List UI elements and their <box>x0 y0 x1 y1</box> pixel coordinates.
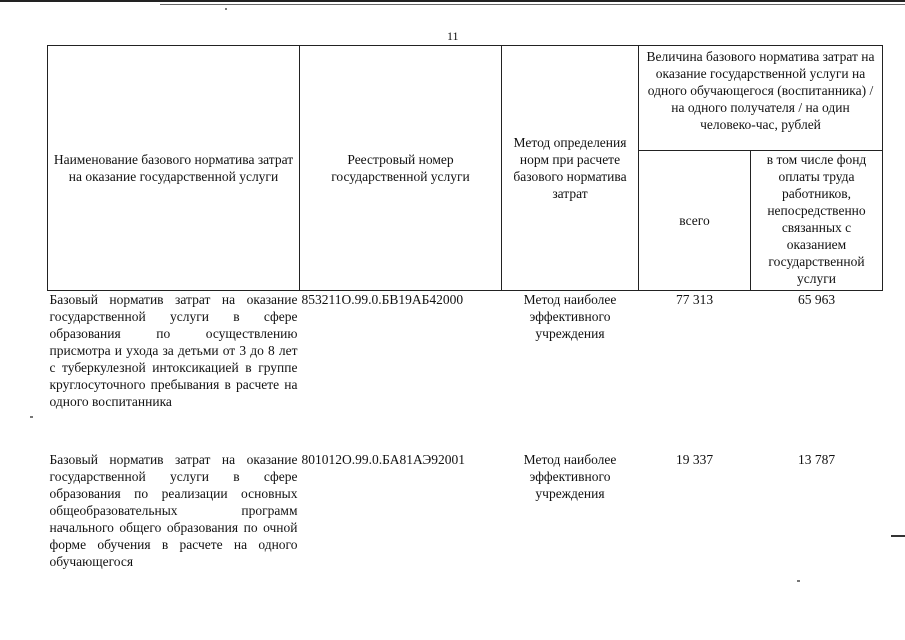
header-method: Метод определения норм при расчете базового норматива затрат <box>502 46 639 291</box>
scan-speck <box>797 580 800 582</box>
table-row <box>48 451 883 570</box>
row-method: Метод наиболее эффективного учреждения <box>523 452 617 501</box>
row-total: 19 337 <box>675 452 714 467</box>
table-row <box>48 291 883 452</box>
header-norm-value-group: Величина базового норматива затрат на оказание государственной услуги на одного обучающегося (воспитанника) / на одного получателя / на один человеко-час, рублей <box>639 46 883 151</box>
header-total: всего <box>639 151 751 291</box>
scan-speck <box>30 416 33 418</box>
scan-speck <box>225 8 227 10</box>
row-registry-number: 801012О.99.0.БА81АЭ92001 <box>301 452 466 467</box>
scan-edge-line <box>0 0 905 2</box>
row-method: Метод наиболее эффективного учреждения <box>523 292 617 341</box>
row-name: Базовый норматив затрат на оказание государственной услуги в сфере образования по осуществлению присмотра и ухода за детьми от 3 до 8 лет с туберкулезной интоксикацией в группе круглосуточного пребывания в расчете на одного воспитанника <box>49 292 298 409</box>
row-name: Базовый норматив затрат на оказание государственной услуги в сфере образования по реализации основных общеобразовательных программ начального общего образования по очной форме обучения в расчете на одного обучающегося <box>49 452 298 569</box>
row-registry-number: 853211О.99.0.БВ19АБ42000 <box>301 292 464 307</box>
row-total: 77 313 <box>675 292 714 307</box>
normatives-table <box>47 45 883 570</box>
scan-edge-line <box>160 4 905 5</box>
row-wage-fund: 65 963 <box>797 292 836 307</box>
scan-edge-mark <box>891 535 905 537</box>
row-wage-fund: 13 787 <box>797 452 836 467</box>
header-wage-fund: в том числе фонд оплаты труда работников, непосредственно связанных с оказанием государственной услуги <box>751 151 883 291</box>
header-registry-number: Реестровый номер государственной услуги <box>300 46 502 291</box>
header-name: Наименование базового норматива затрат на оказание государственной услуги <box>48 46 300 291</box>
page-number: 11 <box>447 29 459 43</box>
